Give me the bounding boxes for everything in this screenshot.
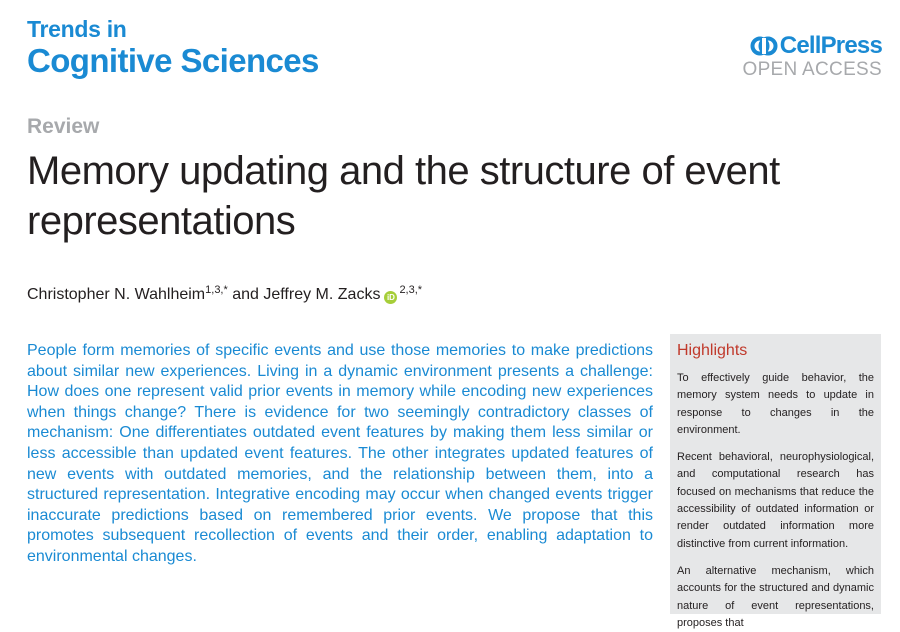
cellpress-logo-icon [751, 35, 777, 57]
journal-name-line2: Cognitive Sciences [27, 42, 319, 79]
author-name[interactable]: Christopher N. Wahlheim [27, 286, 206, 303]
cellpress-brand [742, 32, 882, 60]
highlights-heading: Highlights [677, 342, 748, 359]
article-type-label: Review [27, 115, 100, 138]
journal-logo [27, 16, 319, 80]
author-list [27, 284, 422, 304]
highlight-item: Recent behavioral, neurophysiological, and computational research has focused on mechanisms that reduce the accessibility of outdated information or render outdated information more distinctive from current information. [677, 451, 874, 550]
highlight-item: To effectively guide behavior, the memory system needs to update in response to changes in the environment. [677, 372, 874, 436]
highlight-item: An alternative mechanism, which accounts for the structured and dynamic nature of event representations, proposes that [677, 564, 874, 629]
publisher-logo [742, 32, 882, 80]
author-name[interactable]: Jeffrey M. Zacks [263, 286, 381, 303]
orcid-icon[interactable]: iD [384, 291, 397, 304]
open-access-label: OPEN ACCESS [742, 59, 882, 80]
author-joiner: and [227, 286, 264, 303]
cellpress-name: CellPress [779, 32, 882, 59]
journal-name-line1: Trends in [27, 16, 127, 42]
author-affiliation[interactable]: 2,3,* [399, 284, 423, 296]
article-title: Memory updating and the structure of event representations [27, 149, 780, 243]
highlights-box [670, 334, 881, 629]
author-affiliation[interactable]: 1,3,* [205, 284, 228, 296]
abstract-text: People form memories of specific events and use those memories to make predictions about similar new experiences. Living in a dynamic environment presents a challenge: How does one represent valid prior events in memory while encoding new experiences when things change? There is evidence for two seemingly contradictory classes of mechanism: One differentiates outdated event features by making them less similar or less accessible than updated event features. The other integrates updated features of new events with outdated memories, and the relationship between them, into a structured representation. Integrative encoding may occur when changed events trigger inaccurate predictions based on remembered prior events. We propose that this promotes subsequent recollection of events and their order, enabling adaptation to environmental changes. [27, 342, 653, 565]
